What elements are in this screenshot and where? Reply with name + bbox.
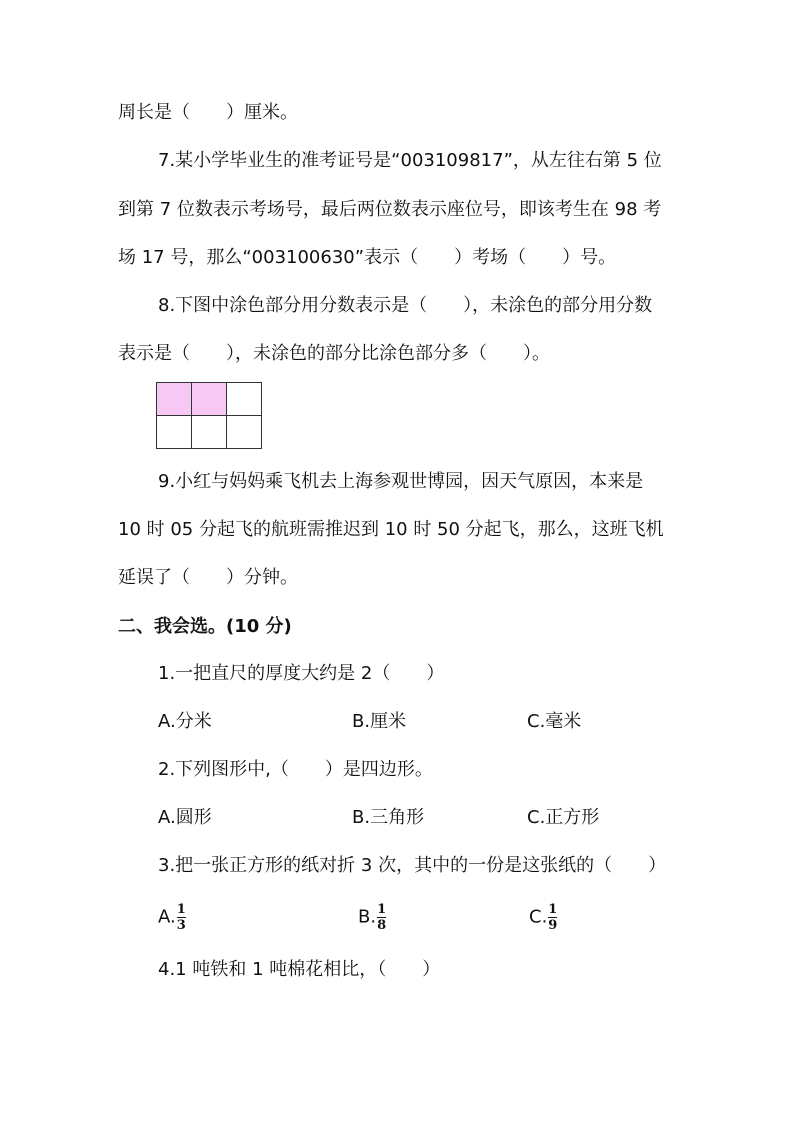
grid-cell [156, 415, 192, 449]
q9-line-2: 10 时 05 分起飞的航班需推迟到 10 时 50 分起飞，那么，这班飞机 [118, 519, 664, 540]
numerator: 1 [176, 902, 186, 917]
numerator: 1 [548, 902, 558, 917]
grid-cell-shaded [191, 382, 227, 416]
choice-q1: 1.一把直尺的厚度大约是 2（ ） [158, 663, 445, 684]
option-letter: B. [358, 906, 377, 928]
fraction [377, 903, 386, 932]
choice-q2: 2.下列图形中,（ ）是四边形。 [158, 759, 433, 780]
fraction [177, 903, 186, 932]
q7-line-2: 到第 7 位数表示考场号，最后两位数表示座位号，即该考生在 98 考 [118, 199, 662, 220]
fraction-grid-figure [157, 383, 262, 449]
choice-q1-option-c: C.毫米 [527, 711, 582, 732]
choice-q4: 4.1 吨铁和 1 吨棉花相比，（ ） [158, 959, 441, 980]
q9-line-1: 9.小红与妈妈乘飞机去上海参观世博园，因天气原因，本来是 [158, 471, 644, 492]
grid-cell-shaded [156, 382, 192, 416]
section-2-heading: 二、我会选。(10 分) [118, 616, 292, 637]
denominator: 9 [548, 918, 558, 933]
grid-cell [191, 415, 227, 449]
choice-q1-option-b: B.厘米 [352, 711, 407, 732]
option-letter: A. [158, 906, 176, 928]
choice-q3: 3.把一张正方形的纸对折 3 次，其中的一份是这张纸的（ ） [158, 855, 667, 876]
choice-q3-option-c [529, 903, 557, 932]
choice-q2-option-a: A.圆形 [158, 807, 212, 828]
denominator: 8 [377, 918, 387, 933]
q8-line-1: 8.下图中涂色部分用分数表示是（ ），未涂色的部分用分数 [158, 295, 653, 316]
choice-q3-option-a [158, 903, 186, 932]
q8-line-2: 表示是（ ），未涂色的部分比涂色部分多（ ）。 [118, 343, 550, 364]
grid-cell [226, 382, 262, 416]
numerator: 1 [377, 902, 387, 917]
q9-line-3: 延误了（ ）分钟。 [118, 567, 298, 588]
choice-q2-option-c: C.正方形 [527, 807, 600, 828]
fraction [548, 903, 557, 932]
option-letter: C. [529, 906, 548, 928]
q6-tail-line: 周长是（ ）厘米。 [118, 102, 298, 123]
grid-cell [226, 415, 262, 449]
q7-line-3: 场 17 号，那么“003100630”表示（ ）考场（ ）号。 [118, 247, 617, 268]
choice-q1-option-a: A.分米 [158, 711, 212, 732]
choice-q3-option-b [358, 903, 386, 932]
choice-q2-option-b: B.三角形 [352, 807, 425, 828]
denominator: 3 [176, 918, 186, 933]
q7-line-1: 7.某小学毕业生的准考证号是“003109817”，从左往右第 5 位 [158, 150, 662, 171]
